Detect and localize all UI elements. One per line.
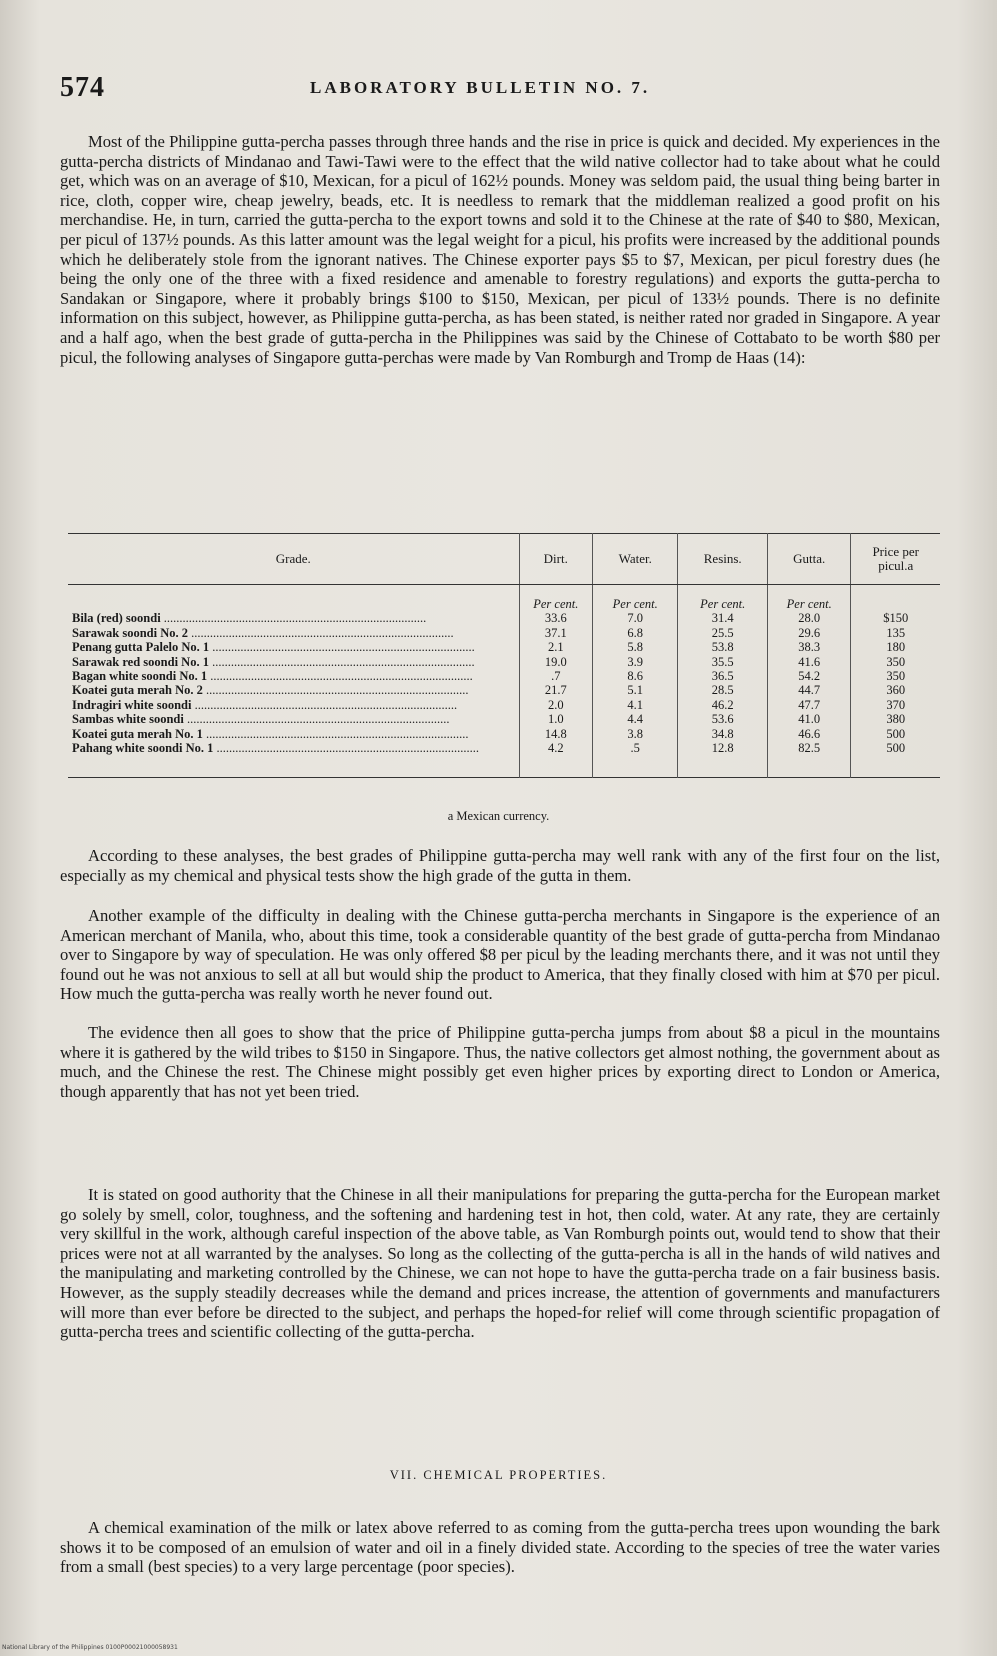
page-header	[60, 72, 940, 108]
water-cell: 5.1	[592, 683, 677, 697]
price-cell: 350	[851, 655, 940, 669]
resins-cell: 34.8	[678, 727, 768, 741]
water-cell: .5	[592, 741, 677, 778]
resins-cell: 46.2	[678, 698, 768, 712]
resins-cell: 53.8	[678, 640, 768, 654]
dirt-cell: 2.1	[519, 640, 592, 654]
header-water: Water.	[592, 534, 677, 585]
table-row	[68, 626, 940, 640]
section-heading-chemical-properties: VII. CHEMICAL PROPERTIES.	[389, 1468, 608, 1482]
dirt-cell: 1.0	[519, 712, 592, 726]
dirt-cell: 33.6	[519, 611, 592, 625]
paragraph-chemical-examination: A chemical examination of the milk or latex above referred to as coming from the gutta-percha trees upon wounding the bark shows it to be composed of an emulsion of water and oil in a finely divided state. According to the species of tree the water varies from a small (best species) to a very large percentage (poor species).	[60, 1518, 940, 1577]
grade-cell: Bagan white soondi No. 1 .....	[68, 669, 519, 683]
price-cell: 370	[851, 698, 940, 712]
water-cell: 6.8	[592, 626, 677, 640]
dirt-cell: 14.8	[519, 727, 592, 741]
unit-cell-empty	[68, 585, 519, 612]
table-row	[68, 741, 940, 778]
paragraph-manila-merchant: Another example of the difficulty in dealing with the Chinese gutta-percha merchants in Singapore is the experience of an American merchant of Manila, who, about this time, took a considerable quantity of the best grade of gutta-percha from Mindanao over to Singapore by way of speculation. He was only offered $8 per picul by the leading merchants there, and it was not until they found out he was not anxious to sell at all but would ship the product to America, that they finally closed with him at $70 per picul. How much the gutta-percha was really worth he never found out.	[60, 906, 940, 1004]
header-grade: Grade.	[68, 534, 519, 585]
table-unit-row	[68, 585, 940, 612]
scan-footer-tag: National Library of the Philippines 0100P00021000058931	[2, 1644, 178, 1651]
paragraph-analysis-conclusion: According to these analyses, the best grades of Philippine gutta-percha may well rank with any of the first four on the list, especially as my chemical and physical tests show the high grade of the gutta in them.	[60, 846, 940, 885]
paragraph-price-evidence: The evidence then all goes to show that the price of Philippine gutta-percha jumps from about $8 a picul in the mountains where it is gathered by the wild tribes to $150 in Singapore. Thus, the native collectors get almost nothing, the government about as much, and the Chinese the rest. The Chinese might possibly get even higher prices by exporting direct to London or America, though apparently that has not yet been tried.	[60, 1023, 940, 1101]
unit-cell: Per cent.	[767, 585, 850, 612]
paragraph-chinese-manipulation: It is stated on good authority that the Chinese in all their manipulations for preparing the gutta-percha for the European market go solely by smell, color, toughness, and the softening and hardening test in hot, then cold, water. At any rate, they are certainly very skillful in the work, although careful inspection of the above table, as Van Romburgh points out, would tend to show that their prices were not at all warranted by the analyses. So long as the collecting of the gutta-percha is all in the hands of wild natives and the manipulating and marketing controlled by the Chinese, we can not hope to have the gutta-percha trade on a fair business basis. However, as the supply steadily decreases while the demand and prices increase, the attention of governments and manufacturers will more than ever before be directed to the subject, and perhaps the hoped-for relief will come through scientific propagation of gutta-percha trees and scientific collecting of the gutta-percha.	[60, 1185, 940, 1342]
header-resins: Resins.	[678, 534, 768, 585]
table-row	[68, 712, 940, 726]
table-row	[68, 611, 940, 625]
price-cell: 180	[851, 640, 940, 654]
dirt-cell: 37.1	[519, 626, 592, 640]
dirt-cell: 4.2	[519, 741, 592, 778]
resins-cell: 25.5	[678, 626, 768, 640]
header-price: Price per picul.a	[851, 534, 940, 585]
header-gutta: Gutta.	[767, 534, 850, 585]
grade-cell: Sarawak soondi No. 2 .....	[68, 626, 519, 640]
gutta-cell: 41.6	[767, 655, 850, 669]
resins-cell: 35.5	[678, 655, 768, 669]
grade-cell: Sarawak red soondi No. 1 .....	[68, 655, 519, 669]
price-cell: 360	[851, 683, 940, 697]
table-row	[68, 727, 940, 741]
dirt-cell: 19.0	[519, 655, 592, 669]
gutta-cell: 29.6	[767, 626, 850, 640]
unit-cell-empty	[851, 585, 940, 612]
grade-cell: Koatei guta merah No. 1 .....	[68, 727, 519, 741]
table-row	[68, 669, 940, 683]
water-cell: 5.8	[592, 640, 677, 654]
price-cell: 500	[851, 727, 940, 741]
table-row	[68, 683, 940, 697]
price-cell: 135	[851, 626, 940, 640]
unit-cell: Per cent.	[678, 585, 768, 612]
price-cell: 380	[851, 712, 940, 726]
resins-cell: 53.6	[678, 712, 768, 726]
table-row	[68, 655, 940, 669]
gutta-cell: 54.2	[767, 669, 850, 683]
water-cell: 7.0	[592, 611, 677, 625]
resins-cell: 12.8	[678, 741, 768, 778]
unit-cell: Per cent.	[519, 585, 592, 612]
water-cell: 4.1	[592, 698, 677, 712]
grade-cell: Pahang white soondi No. 1 .....	[68, 741, 519, 778]
grade-cell: Bila (red) soondi .....	[68, 611, 519, 625]
gutta-cell: 28.0	[767, 611, 850, 625]
dirt-cell: .7	[519, 669, 592, 683]
gutta-cell: 41.0	[767, 712, 850, 726]
gutta-cell: 82.5	[767, 741, 850, 778]
grade-cell: Indragiri white soondi .....	[68, 698, 519, 712]
table-row	[68, 698, 940, 712]
page-number: 574	[60, 72, 105, 103]
running-title: LABORATORY BULLETIN NO. 7.	[310, 78, 651, 97]
gutta-cell: 46.6	[767, 727, 850, 741]
price-cell: 350	[851, 669, 940, 683]
price-cell: 500	[851, 741, 940, 778]
paragraph-price-chain: Most of the Philippine gutta-percha passes through three hands and the rise in price is quick and decided. My experiences in the gutta-percha districts of Mindanao and Tawi-Tawi were to the effect that the wild native collector had to take about what he could get, which was on an average of $10, Mexican, for a picul of 162½ pounds. Money was seldom paid, the usual thing being barter in rice, cloth, copper wire, cheap jewelry, beads, etc. It is needless to remark that the middleman realized a good profit on his merchandise. He, in turn, carried the gutta-percha to the export towns and sold it to the Chinese at the rate of $40 to $80, Mexican, per picul of 137½ pounds. As this latter amount was the legal weight for a picul, his profits were increased by the additional pounds which he deliberately stole from the ignorant natives. The Chinese exporter pays $5 to $7, Mexican, per picul forestry dues (he being the only one of the three with a fixed residence and amenable to forestry regulations) and exports the gutta-percha to Sandakan or Singapore, where it probably brings $100 to $150, Mexican, per picul of 133½ pounds. There is no definite information on this subject, however, as Philippine gutta-percha, as has been stated, is neither rated nor graded in Singapore. A year and a half ago, when the best grade of gutta-percha in the Philippines was said by the Chinese of Cottabato to be worth $80 per picul, the following analyses of Singapore gutta-perchas were made by Van Romburgh and Tromp de Haas (14):	[60, 132, 940, 367]
price-cell: $150	[851, 611, 940, 625]
gutta-cell: 47.7	[767, 698, 850, 712]
grade-cell: Koatei guta merah No. 2 .....	[68, 683, 519, 697]
table-footnote: a Mexican currency.	[447, 809, 550, 823]
resins-cell: 28.5	[678, 683, 768, 697]
water-cell: 4.4	[592, 712, 677, 726]
unit-cell: Per cent.	[592, 585, 677, 612]
water-cell: 3.8	[592, 727, 677, 741]
dirt-cell: 21.7	[519, 683, 592, 697]
resins-cell: 31.4	[678, 611, 768, 625]
gutta-cell: 38.3	[767, 640, 850, 654]
grade-cell: Penang gutta Palelo No. 1 .....	[68, 640, 519, 654]
gutta-percha-analysis-table	[68, 533, 940, 778]
resins-cell: 36.5	[678, 669, 768, 683]
table-row	[68, 640, 940, 654]
gutta-cell: 44.7	[767, 683, 850, 697]
header-dirt: Dirt.	[519, 534, 592, 585]
table-header-row	[68, 534, 940, 585]
water-cell: 3.9	[592, 655, 677, 669]
grade-cell: Sambas white soondi .....	[68, 712, 519, 726]
water-cell: 8.6	[592, 669, 677, 683]
dirt-cell: 2.0	[519, 698, 592, 712]
